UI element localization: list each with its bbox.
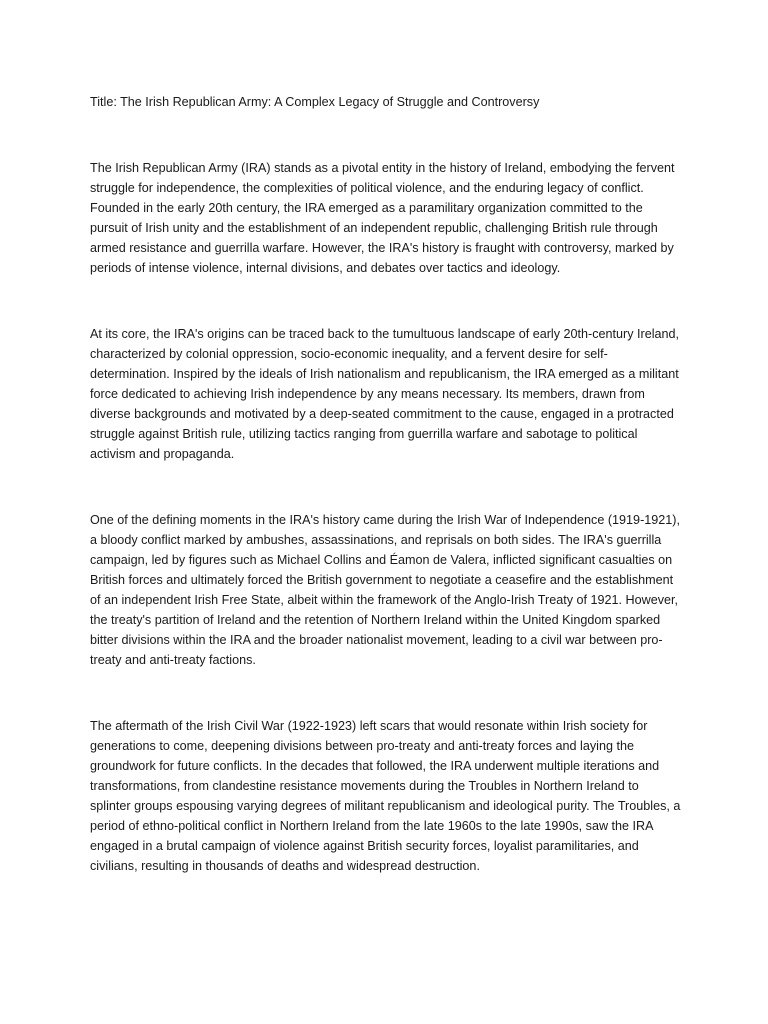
paragraph-2: At its core, the IRA's origins can be traced back to the tumultuous landscape of early 20th-century Ireland, characterized by colonial oppression, socio-economic inequality, and a fervent desire for self-determination. Inspired by the ideals of Irish nationalism and republicanism, the IRA emerged as a militant force dedicated to achieving Irish independence by any means necessary. Its members, drawn from diverse backgrounds and motivated by a deep-seated commitment to the cause, engaged in a protracted struggle against British rule, utilizing tactics ranging from guerrilla warfare and sabotage to political activism and propaganda. <box>90 327 680 461</box>
paragraph-4: The aftermath of the Irish Civil War (1922-1923) left scars that would resonate within Irish society for generations to come, deepening divisions between pro-treaty and anti-treaty forces and laying the groundwork for future conflicts. In the decades that followed, the IRA underwent multiple iterations and transformations, from clandestine resistance movements during the Troubles in Northern Ireland to splinter groups espousing varying degrees of militant republicanism and ideological purity. The Troubles, a period of ethno-political conflict in Northern Ireland from the late 1960s to the late 1990s, saw the IRA engaged in a brutal campaign of violence against British security forces, loyalist paramilitaries, and civilians, resulting in thousands of deaths and widespread destruction. <box>90 719 681 873</box>
document-body <box>90 92 682 922</box>
document-title: Title: The Irish Republican Army: A Complex Legacy of Struggle and Controversy <box>90 95 540 109</box>
paragraph-3: One of the defining moments in the IRA's history came during the Irish War of Independence (1919-1921), a bloody conflict marked by ambushes, assassinations, and reprisals on both sides. The IRA's guerrilla campaign, led by figures such as Michael Collins and Éamon de Valera, inflicted significant casualties on British forces and ultimately forced the British government to negotiate a ceasefire and the establishment of an independent Irish Free State, albeit within the framework of the Anglo-Irish Treaty of 1921. However, the treaty's partition of Ireland and the retention of Northern Ireland within the United Kingdom sparked bitter divisions within the IRA and the broader nationalist movement, leading to a civil war between pro-treaty and anti-treaty factions. <box>90 513 680 667</box>
paragraph-1: The Irish Republican Army (IRA) stands as a pivotal entity in the history of Ireland, embodying the fervent struggle for independence, the complexities of political violence, and the enduring legacy of conflict. Founded in the early 20th century, the IRA emerged as a paramilitary organization committed to the pursuit of Irish unity and the establishment of an independent republic, challenging British rule through armed resistance and guerrilla warfare. However, the IRA's history is fraught with controversy, marked by periods of intense violence, internal divisions, and debates over tactics and ideology. <box>90 161 675 275</box>
